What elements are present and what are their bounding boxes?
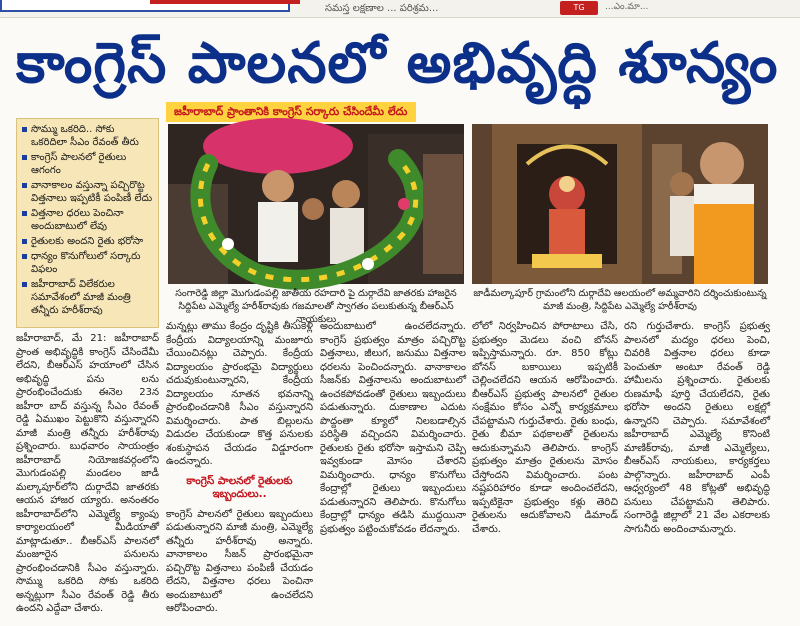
photo-temple-visit	[472, 124, 768, 284]
highlight-item: ధాన్యం కొనుగోలులో సర్కారు విఫలం	[22, 250, 153, 276]
highlight-item: విత్తనాల ధరలు పెంచినా అందుబాటులో లేవు	[22, 207, 153, 233]
article-column-3: అందుబాటులో ఉంచలేదన్నారు. కాంగ్రెస్ ప్రభుత్వం మాత్రం పచ్చిరొట్ట విత్తనాలు, జీలుగ, జనుము విత్తనాల ధరలను పెంచిందన్నారు. వానాకాలం సీజన్‌కు విత్తనాలను అందుబాటులో ఉంచకపోవడంతో రైతులు ఇబ్బందులు పడుతున్నారు. దుకాణాల ఎదుట పొద్దంతా క్యూలో నిలబడాల్సిన పరిస్థితి వచ్చిందని విమర్శించారు. రైతులకు రైతు భరోసా ఇస్తామని చెప్పి ఇవ్వకుండా మోసం చేశారని విమర్శించారు. ధాన్యం కొనుగోలు కేంద్రాల్లో రైతులు ఇబ్బందులు పడుతున్నారని తెలిపారు. కొనుగోలు కేంద్రాల్లో ధాన్యం తడిసి ముద్దయినా ప్రభుత్వం పట్టించుకోవడం లేదన్నారు.	[320, 321, 466, 535]
photo-garland-illustration	[168, 124, 464, 284]
inline-subheading: కాంగ్రెస్ పాలనలో రైతులకు ఇబ్బందులు..	[186, 474, 293, 500]
highlight-item: సొమ్ము ఒకరిది.. సోకు ఒకరిదిలా సీఎం రేవంత్ తీరు	[22, 123, 153, 149]
top-strip	[0, 0, 800, 18]
highlight-item: రైతులకు అందని రైతు భరోసా	[22, 235, 153, 248]
article-column-2-text: మన్నట్లు తాము కేంద్రం దృష్టికి తీసుకెళ్లి కేంద్రీయ విద్యాలయాన్ని మంజూరు చేయించినట్లు చెప్పారు. కేంద్రీయ విద్యాలయం ప్రారంభమై విద్యార్థులు చదువుకుంటున్నారని, కేంద్రీయ విద్యాలయం నూతన భవనాన్ని ప్రారంభించడానికి సీఎం వస్తున్నారని విమర్శించారు. పాత బిల్లులను విడుదల చేయకుండా కొత్త పనులకు శంకుస్థాపన చేయడం విడ్డూరంగా ఉందన్నారు.	[166, 321, 313, 467]
newspaper-logo: TG	[560, 1, 598, 15]
top-strip-text-left: సమస్త లక్షణాల ... పరిశ్రమ...	[325, 3, 439, 14]
photo-garland-welcome	[168, 124, 464, 284]
article-column-2-text-b: కాంగ్రెస్ పాలనలో రైతులు ఇబ్బందులు పడుతున్నారని మాజీ మంత్రి, ఎమ్మెల్యే తన్నీరు హరీశ్‌రావు అన్నారు. వానాకాలం సీజన్ ప్రారంభమైనా పచ్చిరొట్ట విత్తనాలు పంపిణీ చేయడం లేదని, విత్తనాల ధరలు పెంచినా అందుబాటులో ఉంచలేదని ఆరోపించారు.	[166, 508, 313, 614]
photo1-caption: సంగారెడ్డి జిల్లా మొగుడంపల్లి జాతీయ రహదారి పై దుర్గాదేవి జాతరకు హాజరైన సిద్దిపేట ఎమ్మెల్యే హరీశ్‌రావుకు గజమాలతో స్వాగతం పలుకుతున్న బీఆర్‌ఎస్ నాయకులు	[175, 288, 457, 325]
article-column-1: జహీరాబాద్, మే 21: జహీరాబాద్ ప్రాంత అభివృద్ధికి కాంగ్రెస్ చేసిందేమీ లేదని, బీఆర్‌ఎస్ హయాంలో చేసిన అభివృద్ధి పను లను ప్రారంభించేందుకు ఈనెల 23న జహీరా బాద్ వస్తున్న సీఎం రేవంత్ రెడ్డి ఏముఖం పెట్టుకొని వస్తున్నారని మాజీ మంత్రి తన్నీరు హరీశ్‌రావు ప్రశ్నించారు. బుధవారం సాయంత్రం జహీరాబాద్ నియోజకవర్గంలోని మొగుడంపల్లి మండలం జాడీ మల్కాపూర్‌లోని దుర్గాదేవి జాతరకు ఆయన హాజర య్యారు. అనంతరం జహీరాబాద్‌లోని ఎమ్మెల్యే క్యాంపు కార్యాలయంలో మీడియాతో మాట్లాడుతూ.. బీఆర్‌ఎస్ పాలనలో మంజూరైన పనులను ప్రారంభించడానికి సీఎం వస్తున్నారు. సొమ్ము ఒకరిది సోకు ఒకరిది అన్నట్లుగా సీఎం రేవంత్ రెడ్డి తీరు ఉందని ఎద్దేవా చేశారు.	[16, 333, 159, 614]
article-column-5: రని గుర్తుచేశారు. కాంగ్రెస్ ప్రభుత్వ పాలనలో మద్యం ధరలు పెంచి, చివరికి విత్తనాల ధరలు కూడా పెంచుతూ అంటూ రేవంత్ రెడ్డి హామీలను ప్రశ్నించారు. రైతులకు రుణమాఫీ పూర్తి చేయలేదని, రైతు భరోసా అందని రైతులు లక్షల్లో ఉన్నారని చెప్పారు. సమావేశంలో జహీరాబాద్ ఎమ్మెల్యే కొనింటి మాణిక్‌రావు, మాజీ ఎమ్మెల్యేలు, బీఆర్‌ఎస్ నాయకులు, కార్యకర్తలు పాల్గొన్నారు. జహీరాబాద్ ఎంపీ ఆధ్వర్యంలో 48 కోట్లతో అభివృద్ధి పనులు చేపట్టామని తెలిపారు. సంగారెడ్డి జిల్లాలో 21 వేల ఎకరాలకు సాగునీరు అందించామన్నారు.	[624, 321, 770, 535]
photo-temple-illustration	[472, 124, 768, 284]
masthead-red-bar	[150, 0, 300, 4]
highlight-item: వానాకాలం వస్తున్నా పచ్చిరొట్ట విత్తనాలు ఇప్పటికీ పంపిణీ లేదు	[22, 179, 153, 205]
article-column-2	[166, 320, 313, 620]
highlights-box	[16, 118, 159, 328]
photo2-caption: జాడీమల్కాపూర్ గ్రామంలోని దుర్గాదేవి ఆలయంలో అమ్మవారిని దర్శించుకుంటున్న మాజీ మంత్రి, సిద్దిపేట ఎమ్మెల్యే హరీశ్‌రావు	[473, 288, 767, 312]
highlight-item: కాంగ్రెస్ పాలనలో రైతులు ఆగంగం	[22, 151, 153, 177]
subheadline: జహీరాబాద్ ప్రాంతానికి కాంగ్రెస్ సర్కారు చేసిందేమీ లేదు	[166, 102, 416, 122]
article-column-4: లోలో నిర్వహించిన పోరాటాలు చేసి, ప్రభుత్వం మెడలు వంచి బోనస్ ఇప్పిస్తామన్నారు. రూ. 850 కోట్లు బోనస్ బకాయిలు ఇప్పటికీ చెల్లించలేదని ఆయన ఆరోపించారు. బీఆర్‌ఎస్ ప్రభుత్వ పాలనలో రైతుల సంక్షేమం కోసం ఎన్నో కార్యక్రమాలు చేపట్టామని గుర్తుచేశారు. రైతు బంధు, రైతు బీమా పథకాలతో రైతులను ఆదుకున్నామని తెలిపారు. కాంగ్రెస్ ప్రభుత్వం మాత్రం రైతులను మోసం చేస్తోందని విమర్శించారు. పంట నష్టపరిహారం కూడా అందించలేదని, ఇప్పటికైనా ప్రభుత్వం కళ్లు తెరిచి రైతులను ఆదుకోవాలని డిమాండ్ చేశారు.	[472, 321, 618, 535]
top-strip-text-right: ...ఎం.మా...	[605, 2, 649, 12]
highlight-item: జహీరాబాద్ విలేకరుల సమావేశంలో మాజీ మంత్రి తన్నీరు హరీశ్‌రావు	[22, 278, 153, 317]
headline: కాంగ్రెస్ పాలనలో అభివృద్ధి శూన్యం	[16, 31, 779, 96]
